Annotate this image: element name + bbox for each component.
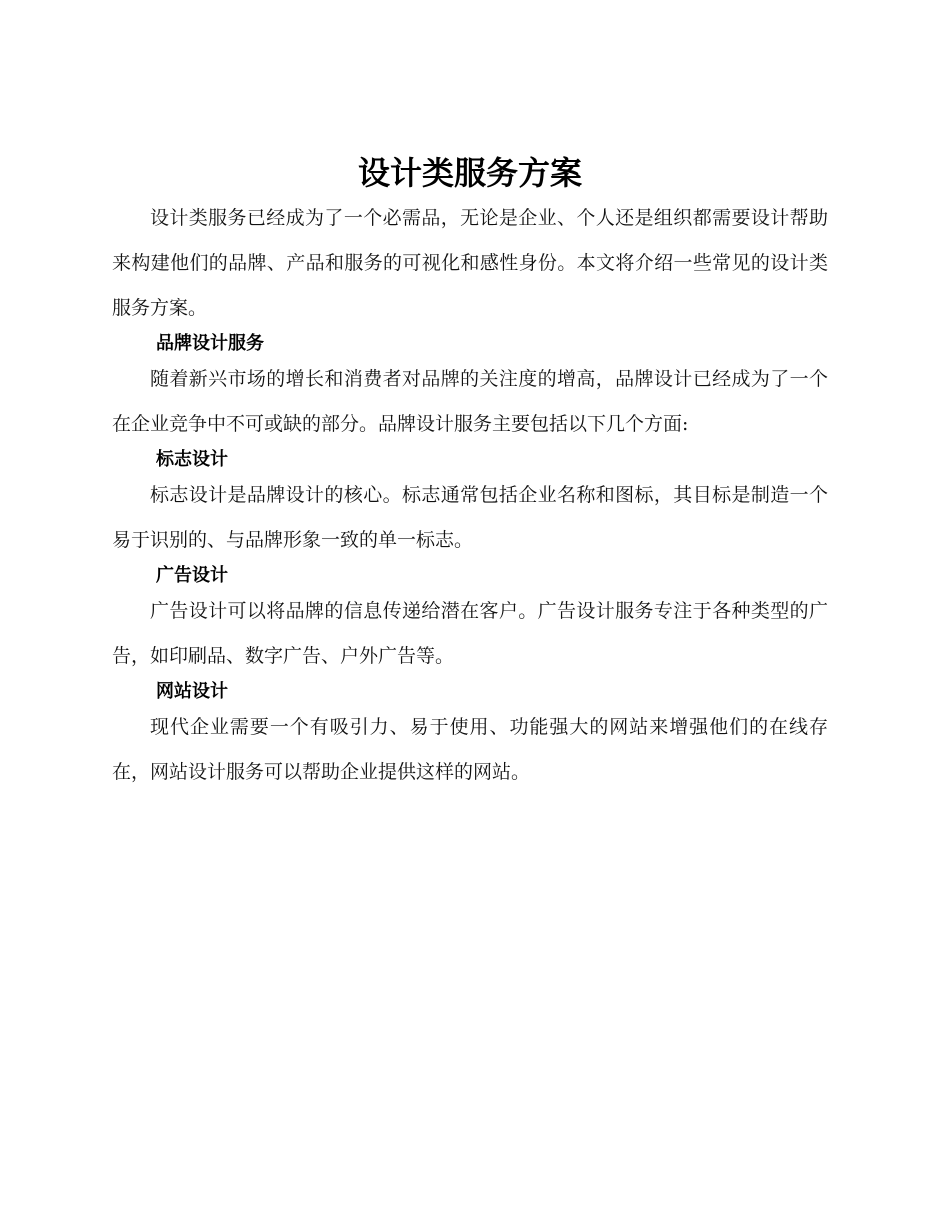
section-heading-logo-design: 标志设计 bbox=[156, 449, 228, 470]
intro-paragraph: 设计类服务已经成为了一个必需品，无论是企业、个人还是组织都需要设计帮助来构建他们的品牌、产品和服务的可视化和感性身份。本文将介绍一些常见的设计类服务方案。 bbox=[112, 207, 828, 319]
section-heading-web-design: 网站设计 bbox=[156, 681, 228, 702]
section-body-ad-design: 广告设计可以将品牌的信息传递给潜在客户。广告设计服务专注于各种类型的广告，如印刷品、数字广告、户外广告等。 bbox=[112, 600, 828, 667]
page-title: 设计类服务方案 bbox=[357, 154, 582, 192]
section-body-logo-design: 标志设计是品牌设计的核心。标志通常包括企业名称和图标，其目标是制造一个易于识别的、与品牌形象一致的单一标志。 bbox=[112, 484, 828, 551]
section-body-web-design: 现代企业需要一个有吸引力、易于使用、功能强大的网站来增强他们的在线存在，网站设计服务可以帮助企业提供这样的网站。 bbox=[112, 716, 828, 783]
document-body bbox=[112, 150, 828, 795]
section-heading-ad-design: 广告设计 bbox=[156, 565, 228, 586]
section-heading-brand-design: 品牌设计服务 bbox=[156, 333, 264, 354]
section-body-brand-design: 随着新兴市场的增长和消费者对品牌的关注度的增高，品牌设计已经成为了一个在企业竞争中不可或缺的部分。品牌设计服务主要包括以下几个方面: bbox=[112, 368, 828, 435]
